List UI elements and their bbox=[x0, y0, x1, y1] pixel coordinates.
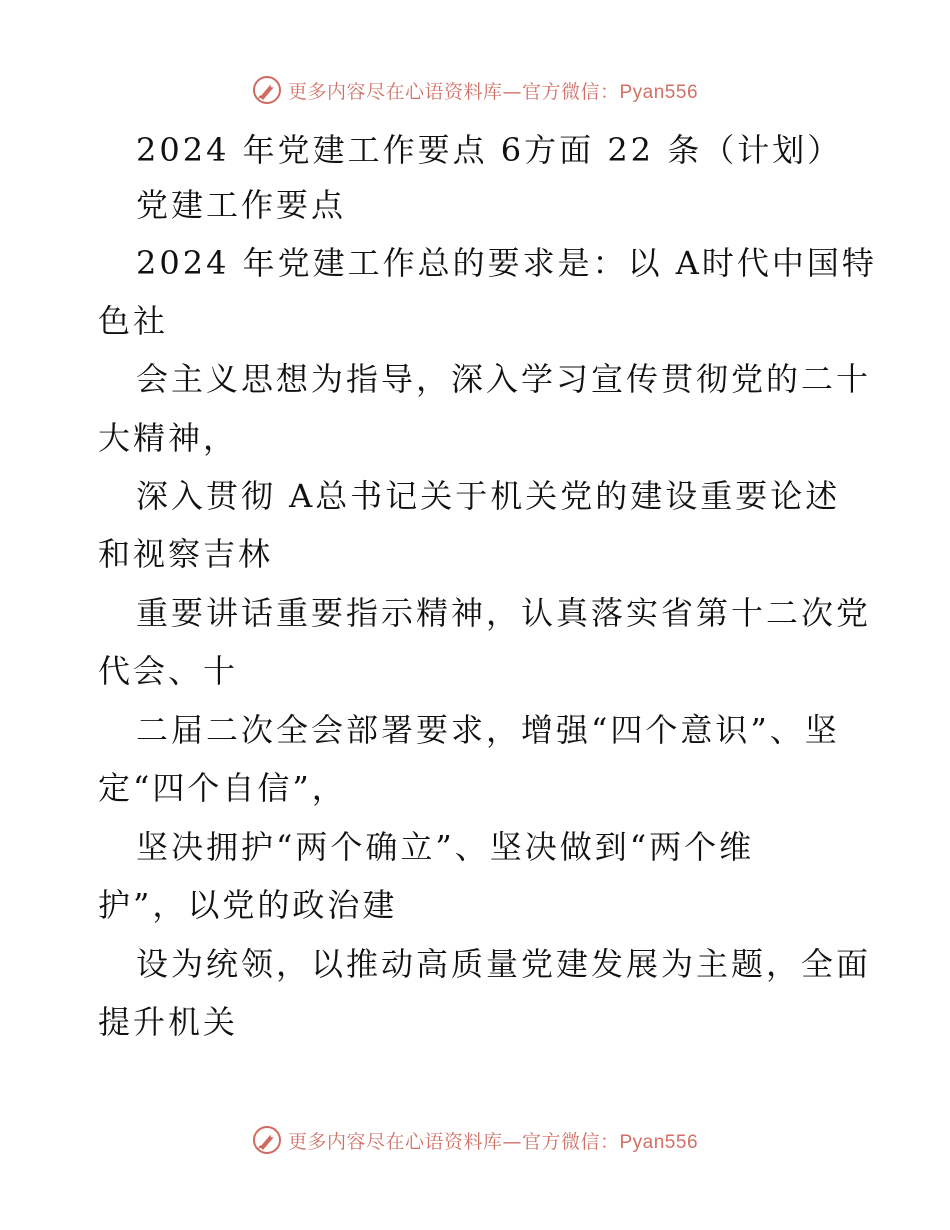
paragraph-line: 提升机关 bbox=[98, 1003, 239, 1041]
watermark-text: 更多内容尽在心语资料库—官方微信：Pyan556 bbox=[287, 1130, 699, 1153]
paragraph-line: 护”，以党的政治建 bbox=[98, 886, 398, 924]
paragraph-line: 定“四个自信”， bbox=[98, 769, 347, 807]
document-title: 2024 年党建工作要点 6方面 22 条（计划） bbox=[136, 131, 843, 169]
footer-watermark bbox=[0, 1120, 950, 1160]
paragraph-line: 重要讲话重要指示精神，认真落实省第十二次党 bbox=[136, 594, 872, 632]
paragraph-line: 深入贯彻 A总书记关于机关党的建设重要论述 bbox=[136, 477, 841, 515]
paragraph-line: 和视察吉林 bbox=[98, 535, 274, 573]
pen-nib-logo-icon bbox=[252, 75, 282, 105]
paragraph-line: 二届二次全会部署要求，增强“四个意识”、坚 bbox=[136, 711, 840, 749]
paragraph-line: 色社 bbox=[98, 302, 169, 340]
pen-nib-logo-icon bbox=[252, 1125, 282, 1155]
paragraph-line: 设为统领，以推动高质量党建发展为主题，全面 bbox=[136, 945, 872, 983]
paragraph-line: 坚决拥护“两个确立”、坚决做到“两个维 bbox=[136, 828, 755, 866]
paragraph-line: 会主义思想为指导，深入学习宣传贯彻党的二十 bbox=[136, 360, 872, 398]
watermark-text: 更多内容尽在心语资料库—官方微信：Pyan556 bbox=[287, 80, 699, 103]
section-heading: 党建工作要点 bbox=[136, 186, 347, 224]
header-watermark bbox=[0, 70, 950, 110]
paragraph-line: 大精神， bbox=[98, 419, 239, 457]
paragraph-line: 2024 年党建工作总的要求是：以 A时代中国特 bbox=[136, 244, 877, 282]
paragraph-line: 代会、十 bbox=[98, 652, 239, 690]
